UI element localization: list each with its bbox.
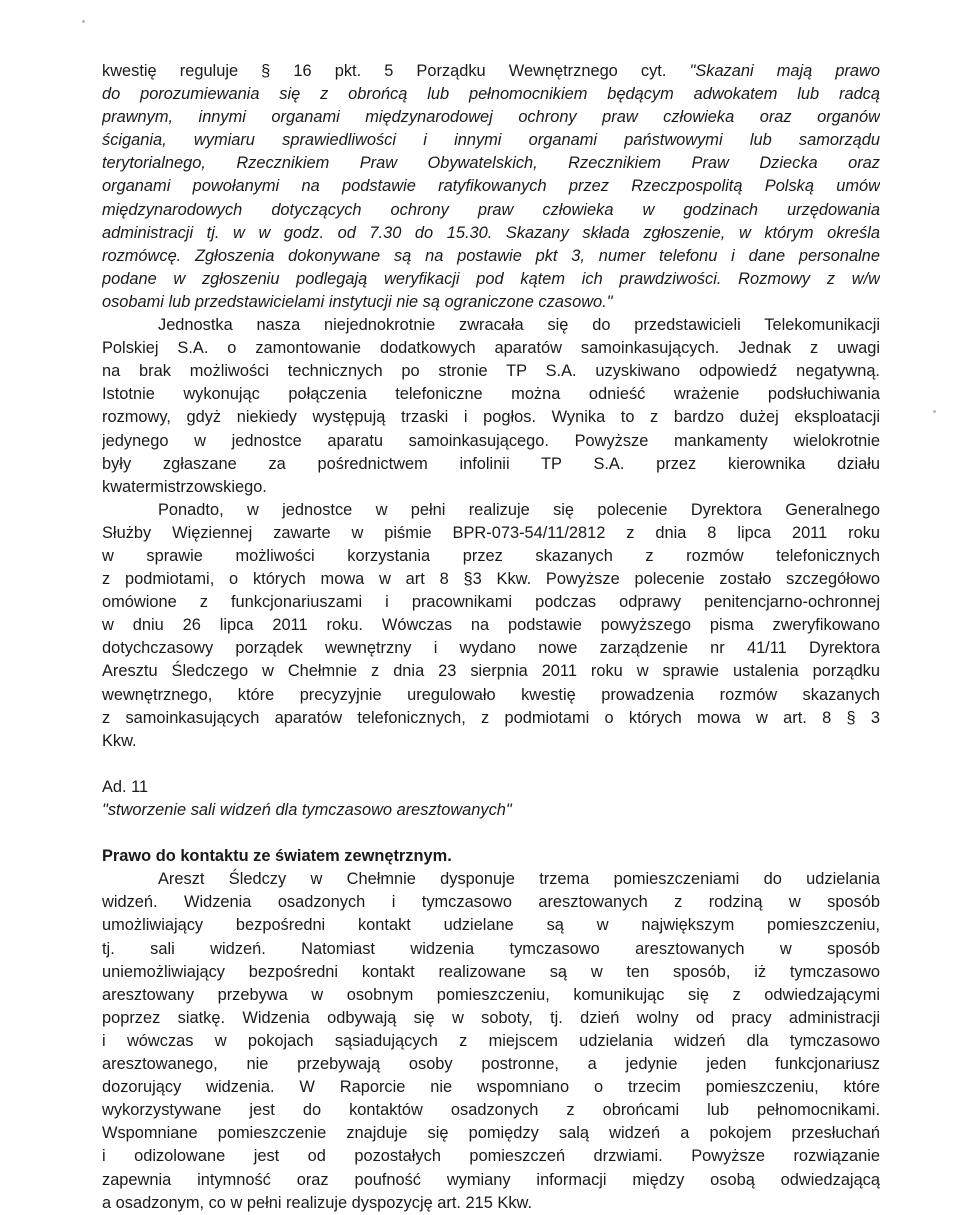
text-line: kwestię reguluje § 16 pkt. 5 Porządku Wewnętrznego cyt. "Skazani mają prawo — [102, 62, 880, 80]
text-line: Wspomniane pomieszczenie znajduje się pomiędzy salą widzeń a pokojem przesłuchań — [102, 1124, 880, 1143]
text-line: aresztowanego, nie przebywają osoby postronne, a jedynie jeden funkcjonariusz — [102, 1055, 880, 1074]
text-line: uniemożliwiający bezpośredni kontakt realizowane są w ten sposób, iż tymczasowo — [102, 962, 880, 981]
text-line: jedynego w jednostce aparatu samoinkasującego. Powyższe mankamenty wielokrotnie — [102, 431, 880, 450]
text-line: w dniu 26 lipca 2011 roku. Wówczas na podstawie powyższego pisma zweryfikowano — [102, 616, 880, 635]
text-line: podane w zgłoszeniu podlegają weryfikacji pod kątem ich prawdziwości. Rozmowy z w/w — [102, 269, 880, 288]
text-line: wewnętrznego, które precyzyjnie uregulowało kwestię prowadzenia rozmów skazanych — [102, 685, 880, 704]
text-line: z samoinkasujących aparatów telefonicznych, z podmiotami o których mowa w art. 8 § 3 — [102, 708, 880, 727]
text-line: Aresztu Śledczego w Chełmnie z dnia 23 sierpnia 2011 roku w sprawie ustalenia porządku — [102, 662, 880, 681]
text-line: w sprawie możliwości korzystania przez skazanych z rozmów telefonicznych — [102, 546, 880, 565]
text-line: dozorujący widzenia. W Raporcie nie wspomniano o trzecim pomieszczeniu, które — [102, 1078, 880, 1097]
spacer — [102, 822, 880, 845]
director-order-paragraph — [102, 499, 880, 753]
text-line: międzynarodowych dotyczących ochrony praw człowieka w godzinach urzędowania — [102, 200, 880, 219]
text-line: Ponadto, w jednostce w pełni realizuje się polecenie Dyrektora Generalnego — [158, 500, 880, 519]
text-line: poprzez siatkę. Widzenia odbywają się w soboty, tj. dzień wolny od pracy administracji — [102, 1008, 880, 1027]
text-line: ścigania, wymiaru sprawiedliwości i innymi organami państwowymi lub samorządu — [102, 131, 880, 150]
scan-speck-top-left — [82, 20, 85, 23]
text-line: Istotnie wykonując połączenia telefoniczne można odnieść wrażenie podsłuchiwania — [102, 385, 880, 404]
text-line: Kkw. — [102, 731, 137, 750]
document-page — [102, 60, 880, 1215]
text-line: a osadzonym, co w pełni realizuje dyspozycję art. 215 Kkw. — [102, 1193, 533, 1212]
visits-paragraph — [102, 868, 880, 1214]
text-line: umożliwiający bezpośredni kontakt udzielane są w największym pomieszczeniu, — [102, 916, 880, 935]
scan-speck-right-margin — [933, 410, 936, 413]
text-line: rozmowy, gdyż niekiedy występują trzaski i pogłos. Wynika to z bardzo dużej eksploatacji — [102, 408, 880, 427]
text-line: i odizolowane jest od pozostałych pomieszczeń drzwiami. Powyższe rozwiązanie — [102, 1147, 880, 1166]
text-line: Polskiej S.A. o zamontowanie dodatkowych aparatów samoinkasujących. Jednak z uwagi — [102, 339, 880, 358]
text-line: z podmiotami, o których mowa w art 8 §3 Kkw. Powyższe polecenie zostało szczegółowo — [102, 570, 880, 589]
text-line: osobami lub przedstawicielami instytucji nie są ograniczone czasowo." — [102, 292, 613, 311]
text-line: Służby Więziennej zawarte w piśmie BPR-073-54/11/2812 z dnia 8 lipca 2011 roku — [102, 523, 880, 542]
text-line: terytorialnego, Rzecznikiem Praw Obywatelskich, Rzecznikiem Praw Dziecka oraz — [102, 154, 880, 173]
text-line: do porozumiewania się z obrońcą lub pełnomocnikiem będącym adwokatem lub radcą — [102, 85, 880, 104]
ad-label: Ad. 11 — [102, 777, 149, 796]
text-line: Areszt Śledczy w Chełmnie dysponuje trzema pomieszczeniami do udzielania — [158, 870, 880, 889]
text-line: administracji tj. w w godz. od 7.30 do 15.30. Skazany składa zgłoszenie, w którym określa — [102, 223, 880, 242]
ad-quote: "stworzenie sali widzeń dla tymczasowo aresztowanych" — [102, 801, 512, 819]
text-line: rozmówcę. Zgłoszenia dokonywane są na postawie pkt 3, numer telefonu i dane personalne — [102, 246, 880, 265]
text-line: wykorzystywane jest do kontaktów osadzonych z obrońcami lub pełnomocnikami. — [102, 1101, 880, 1120]
text-line: były zgłaszane za pośrednictwem infolinii TP S.A. przez kierownika działu — [102, 454, 880, 473]
text-line: na brak możliwości technicznych po stronie TP S.A. uzyskiwano odpowiedź negatywną. — [102, 362, 880, 381]
section-heading: Prawo do kontaktu ze światem zewnętrznym. — [102, 847, 452, 866]
text-line: zapewnia intymność oraz poufność wymiany informacji między osobą odwiedzającą — [102, 1170, 880, 1189]
text-line: widzeń. Widzenia osadzonych i tymczasowo aresztowanych z rodziną w sposób — [102, 893, 880, 912]
text-line: organami powołanymi na podstawie ratyfikowanych przez Rzeczpospolitą Polską umów — [102, 177, 880, 196]
ad-11-block — [102, 776, 880, 822]
telekomunikacja-paragraph — [102, 314, 880, 499]
spacer — [102, 753, 880, 776]
quoted-regulation-paragraph — [102, 60, 880, 314]
text-line: Jednostka nasza niejednokrotnie zwracała się do przedstawicieli Telekomunikacji — [158, 316, 880, 335]
text-line: omówione z funkcjonariuszami i pracownikami podczas odprawy penitencjarno-ochronnej — [102, 593, 880, 612]
text-line: tj. sali widzeń. Natomiast widzenia tymczasowo aresztowanych w sposób — [102, 939, 880, 958]
text-line: dotychczasowy porządek wewnętrzny i wydano nowe zarządzenie nr 41/11 Dyrektora — [102, 639, 880, 658]
text-line: i wówczas w pokojach sąsiadujących z miejscem udzielania widzeń dla tymczasowo — [102, 1031, 880, 1050]
text-line: kwatermistrzowskiego. — [102, 477, 267, 496]
text-line: prawnym, innymi organami międzynarodowej ochrony praw człowieka oraz organów — [102, 108, 880, 127]
text-line: aresztowany przebywa w osobnym pomieszczeniu, komunikując się z odwiedzającymi — [102, 985, 880, 1004]
